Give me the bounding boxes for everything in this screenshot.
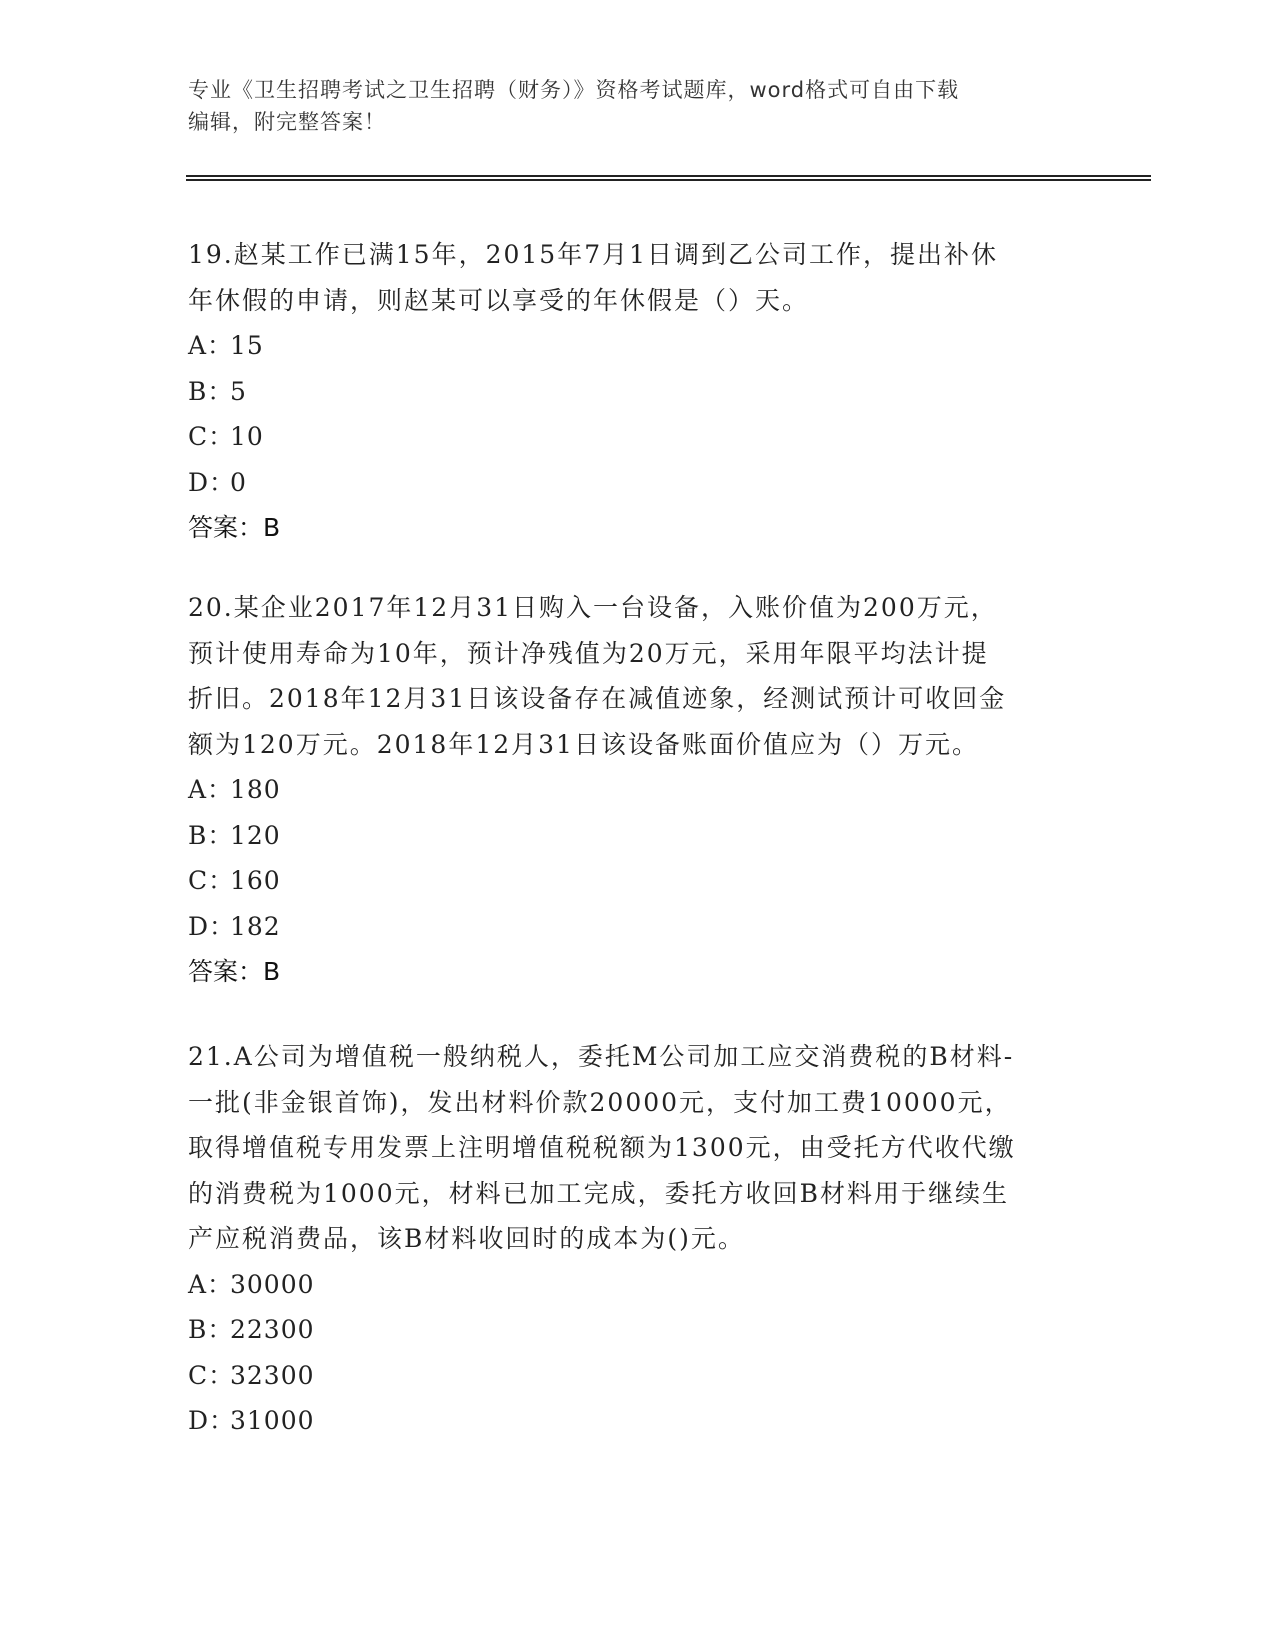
option-d <box>188 904 1088 950</box>
option-letter: D： <box>188 911 236 941</box>
option-letter: D： <box>188 467 236 497</box>
option-a <box>188 323 1088 369</box>
option-value: 182 <box>230 911 281 941</box>
question-stem <box>188 232 1088 323</box>
option-c <box>188 1353 1088 1399</box>
option-letter: A： <box>188 331 234 360</box>
stem-line: 取得增值税专用发票上注明增值税税额为1300元，由受托方代收代缴 <box>188 1133 1016 1162</box>
question-stem <box>188 1034 1088 1262</box>
stem-line: 19.赵某工作已满15年，2015年7月1日调到乙公司工作，提出补休 <box>188 240 999 269</box>
option-value: 5 <box>230 376 247 406</box>
option-c <box>188 858 1088 904</box>
question-stem <box>188 585 1088 767</box>
stem-line: 额为120万元。2018年12月31日该设备账面价值应为（）万元。 <box>188 729 979 759</box>
header-line-2: 编辑，附完整答案！ <box>188 110 386 134</box>
question-19 <box>188 232 1088 551</box>
option-b <box>188 813 1088 859</box>
document-header <box>188 74 1088 138</box>
option-c <box>188 414 1088 460</box>
stem-line: 年休假的申请，则赵某可以享受的年休假是（）天。 <box>188 285 810 315</box>
stem-line: 21.A公司为增值税一般纳税人，委托M公司加工应交消费税的B材料- <box>188 1042 1015 1071</box>
option-letter: C： <box>188 422 235 451</box>
option-d <box>188 1398 1088 1444</box>
stem-line: 预计使用寿命为10年，预计净残值为20万元，采用年限平均法计提 <box>188 638 989 668</box>
option-a <box>188 1262 1088 1308</box>
option-letter: B： <box>188 376 234 406</box>
question-20 <box>188 585 1088 995</box>
option-letter: A： <box>188 1269 234 1299</box>
option-letter: C： <box>188 1360 235 1390</box>
option-letter: D： <box>188 1406 236 1435</box>
option-value: 120 <box>230 820 281 850</box>
answer-label: 答案：B <box>188 513 281 542</box>
option-value: 30000 <box>230 1269 315 1299</box>
answer-label: 答案：B <box>188 957 281 986</box>
option-letter: B： <box>188 1315 234 1344</box>
option-value: 160 <box>230 866 281 895</box>
stem-line: 一批(非金银首饰)，发出材料价款20000元，支付加工费10000元， <box>188 1087 1012 1117</box>
option-b <box>188 369 1088 415</box>
option-a <box>188 767 1088 813</box>
header-divider <box>186 175 1151 181</box>
option-d <box>188 460 1088 506</box>
stem-line: 产应税消费品，该B材料收回时的成本为()元。 <box>188 1224 745 1253</box>
stem-line: 折旧。2018年12月31日该设备存在减值迹象，经测试预计可收回金 <box>188 684 1007 713</box>
option-b <box>188 1307 1088 1353</box>
stem-line: 的消费税为1000元，材料已加工完成，委托方收回B材料用于继续生 <box>188 1178 1009 1208</box>
option-letter: A： <box>188 775 234 804</box>
option-value: 22300 <box>230 1315 315 1344</box>
option-letter: B： <box>188 820 234 850</box>
option-value: 31000 <box>230 1406 315 1435</box>
header-line-1: 专业《卫生招聘考试之卫生招聘（财务）》资格考试题库，word格式可自由下载 <box>188 78 960 102</box>
question-21 <box>188 1034 1088 1444</box>
option-value: 10 <box>230 422 264 451</box>
option-value: 32300 <box>230 1360 315 1390</box>
option-letter: C： <box>188 866 235 895</box>
stem-line: 20.某企业2017年12月31日购入一台设备，入账价值为200万元， <box>188 593 998 622</box>
option-value: 0 <box>230 467 247 497</box>
option-value: 15 <box>230 331 264 360</box>
option-value: 180 <box>230 775 281 804</box>
